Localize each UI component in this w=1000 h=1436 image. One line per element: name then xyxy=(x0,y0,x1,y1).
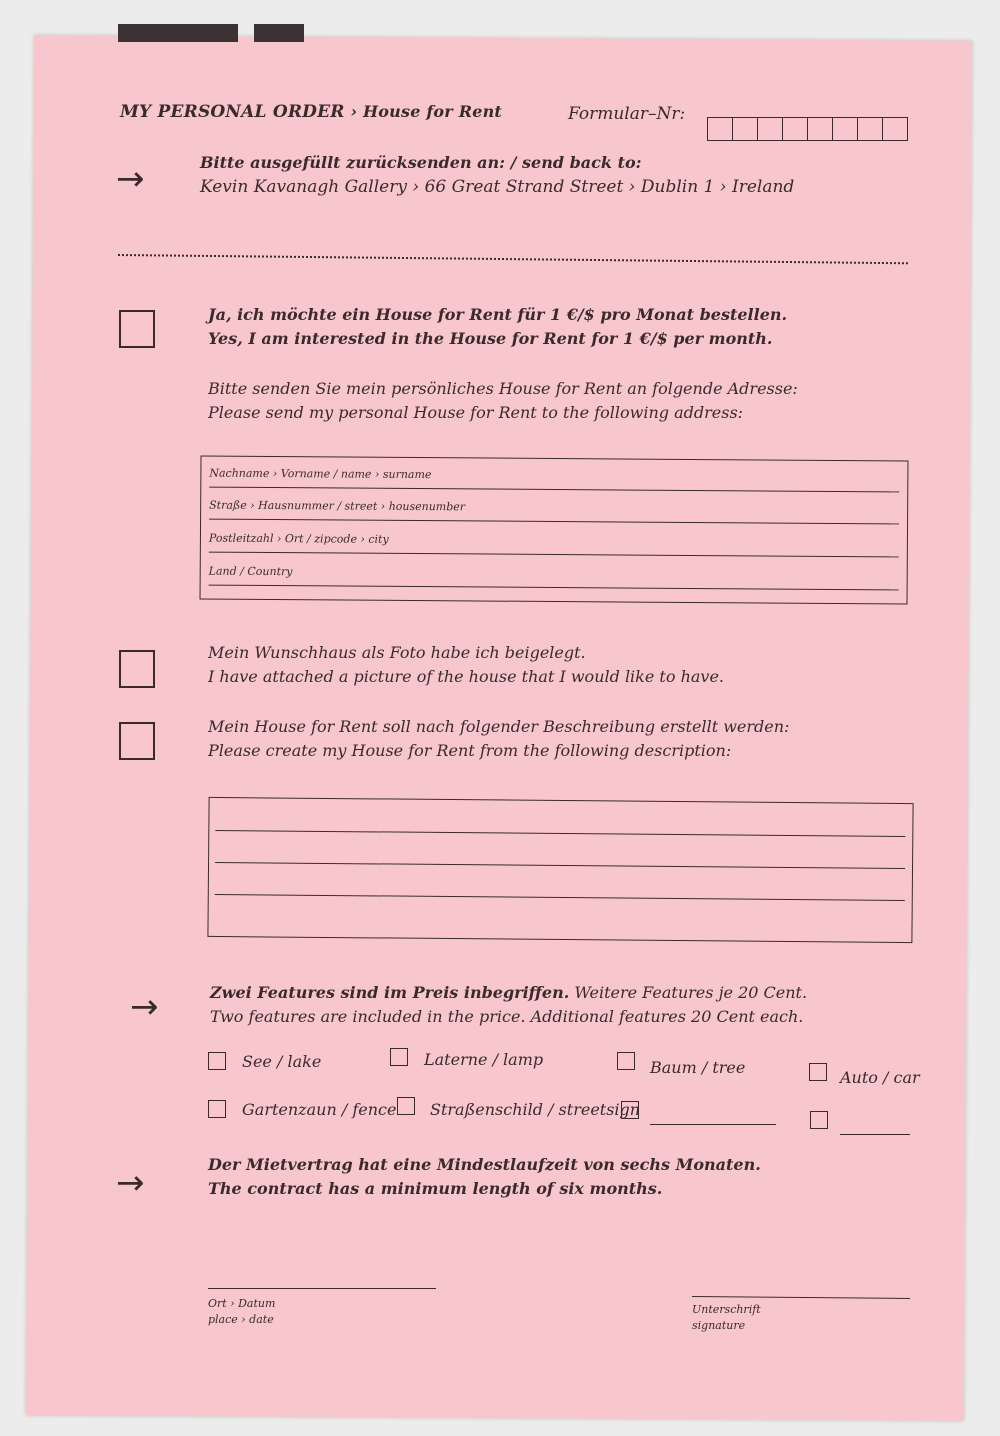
description-checkbox[interactable] xyxy=(119,722,155,760)
address-field-country[interactable]: Land / Country xyxy=(209,565,899,591)
form-title xyxy=(120,102,502,122)
send-back-label: Bitte ausgefüllt zurücksenden an: / send back to: xyxy=(200,153,642,172)
feature-checkbox-tree[interactable] xyxy=(617,1052,635,1070)
feature-label-lamp: Laterne / lamp xyxy=(424,1050,544,1069)
photo-checkbox[interactable] xyxy=(119,650,155,688)
contract-line-de: Der Mietvertrag hat eine Mindestlaufzeit von sechs Monaten. xyxy=(208,1155,761,1174)
order-line-de: Ja, ich möchte ein House for Rent für 1 €/$ pro Monat bestellen. xyxy=(208,305,788,324)
form-title-sub: › House for Rent xyxy=(350,102,502,121)
address-field-name[interactable]: Nachname › Vorname / name › surname xyxy=(209,467,899,493)
description-option-en: Please create my House for Rent from the following description: xyxy=(208,741,732,760)
address-field-street[interactable]: Straße › Hausnummer / street › housenumber xyxy=(209,499,899,525)
features-line-de xyxy=(210,982,807,1004)
signature-label xyxy=(692,1302,761,1334)
description-option-de: Mein House for Rent soll nach folgender Beschreibung erstellt werden: xyxy=(208,717,790,736)
contract-line-en: The contract has a minimum length of six months. xyxy=(208,1179,663,1198)
place-date-line[interactable] xyxy=(208,1288,436,1289)
place-date-label xyxy=(208,1296,275,1328)
gallery-address: Kevin Kavanagh Gallery › 66 Great Strand Street › Dublin 1 › Ireland xyxy=(200,177,795,197)
feature-checkbox-fence[interactable] xyxy=(208,1100,226,1118)
signature-de: Unterschrift xyxy=(692,1303,761,1316)
feature-checkbox-lake[interactable] xyxy=(208,1052,226,1070)
signature-en: signature xyxy=(692,1319,746,1332)
description-line xyxy=(215,862,905,869)
feature-checkbox-custom-2[interactable] xyxy=(810,1111,828,1129)
feature-label-streetsign: Straßenschild / streetsign xyxy=(430,1100,641,1119)
feature-checkbox-streetsign[interactable] xyxy=(397,1097,415,1115)
photo-option-en: I have attached a picture of the house that I would like to have. xyxy=(208,667,725,686)
features-rest: Weitere Features je 20 Cent. xyxy=(569,983,808,1002)
feature-checkbox-custom-1[interactable] xyxy=(621,1101,639,1119)
feature-label-tree: Baum / tree xyxy=(650,1058,746,1077)
form-number-label: Formular–Nr: xyxy=(568,104,686,124)
order-line-en: Yes, I am interested in the House for Rent for 1 €/$ per month. xyxy=(208,329,773,348)
top-mark-left xyxy=(118,24,238,42)
feature-label-fence: Gartenzaun / fence xyxy=(242,1100,397,1119)
features-line-en: Two features are included in the price. Additional features 20 Cent each. xyxy=(210,1007,804,1026)
feature-checkbox-lamp[interactable] xyxy=(390,1048,408,1066)
features-bold: Zwei Features sind im Preis inbegriffen. xyxy=(210,983,570,1002)
arrow-icon: → xyxy=(130,987,159,1027)
address-box xyxy=(200,456,909,605)
arrow-icon: → xyxy=(116,1163,145,1203)
arrow-icon: → xyxy=(116,159,145,199)
form-title-main: MY PERSONAL ORDER xyxy=(120,102,345,122)
feature-checkbox-car[interactable] xyxy=(809,1063,827,1081)
order-checkbox[interactable] xyxy=(119,310,155,348)
feature-custom-field-1[interactable] xyxy=(650,1124,776,1125)
photo-option-de: Mein Wunschhaus als Foto habe ich beigelegt. xyxy=(208,643,586,662)
place-date-de: Ort › Datum xyxy=(208,1297,276,1310)
description-line xyxy=(215,830,905,837)
feature-label-lake: See / lake xyxy=(242,1052,322,1071)
form-number-boxes[interactable] xyxy=(707,117,908,141)
feature-custom-field-2[interactable] xyxy=(840,1134,910,1135)
place-date-en: place › date xyxy=(208,1313,274,1326)
top-mark-right xyxy=(254,24,304,42)
send-to-en: Please send my personal House for Rent to the following address: xyxy=(208,403,744,422)
description-line xyxy=(215,894,905,901)
description-box[interactable] xyxy=(207,797,913,943)
address-field-city[interactable]: Postleitzahl › Ort / zipcode › city xyxy=(209,532,899,558)
feature-label-car: Auto / car xyxy=(840,1068,920,1087)
send-to-de: Bitte senden Sie mein persönliches House for Rent an folgende Adresse: xyxy=(208,379,798,398)
